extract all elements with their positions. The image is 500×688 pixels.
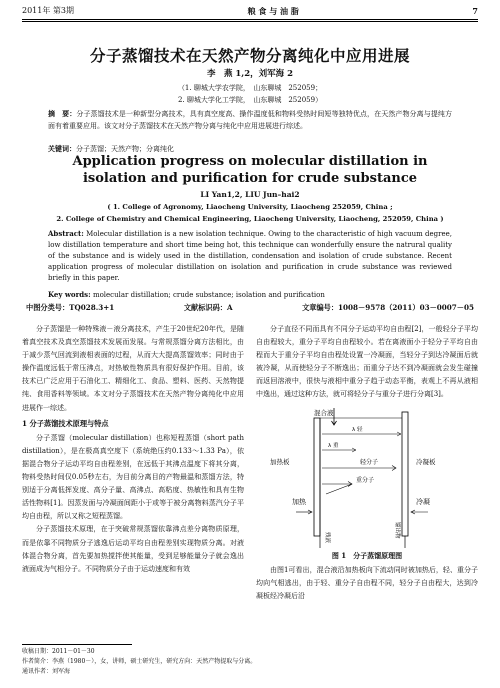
intro-paragraph: 分子蒸馏是一种特殊液－液分离技术，产生于20世纪20年代，是随着真空技术及真空蒸馏技术发展而发展。与常规蒸馏分离方法相比，由于减少蒸气回流到液相表面的过程，从而大大提高蒸馏效率；同时由于操作温度远低于常压沸点，对热敏性物质具有很好保护作用。目前，该技术已广泛应用于石油化工、精细化工、食品、塑料、医药、天然物提纯、食用香料等领域。本文对分子蒸馏技术在天然产物分离纯化中应用进展作一综述。 bbox=[22, 325, 244, 412]
issue-label: 2011年 第3期 bbox=[22, 5, 74, 15]
journal-name: 粮 食 与 油 脂 bbox=[247, 5, 299, 16]
classification-row bbox=[22, 303, 478, 313]
keywords-en-label: Key words: bbox=[48, 290, 91, 299]
right-column bbox=[256, 323, 478, 603]
keywords-en-text: molecular distillation; crude substance; isolation and purification bbox=[92, 291, 325, 299]
abstract-en-text: Molecular distillation is a new isolation technique. Owing to the characteristic of high vacuum degree, low distillation temperature and short time being hot, this technique can wonderfully ensure the natrural quality of the substance and is widely used in the distillation, condensation and isolation of crude substance. Recent application progress of molecular distillation on isolation and purification in crude substance was reviewed briefly in this paper. bbox=[48, 230, 453, 282]
heating-plate-label: 加热板 bbox=[270, 457, 290, 466]
affiliation-cn-2: 2. 聊城大学化工学院， 山东聊城 252059） bbox=[177, 96, 323, 104]
heavy-molecule-label: 重分子 bbox=[356, 476, 375, 484]
document-code: 文献标识码：A bbox=[183, 303, 233, 312]
abstract-cn bbox=[48, 108, 452, 132]
keywords-en bbox=[48, 290, 452, 300]
received-date: 收稿日期：2011－01－30 bbox=[22, 648, 95, 655]
principle-paragraph-1: 分子蒸馏（molecular distillation）也称短程蒸馏（short path distillation），是在极高真空度下（系统绝压约0.133～1.33 Pa），依据混合物分子运动平均自由程差别，在远低于其沸点温度下将其分离，物料受热时间仅0.05秒左右，为目前分离目的产物最温和蒸馏方法，特别适于分离低挥发度、高分子量、高沸点、高粘度、热敏性和具有生物活性物料[1]。因蒸发面与冷凝面间距小于或等于被分离物料蒸汽分子平均自由程，所以又称之短程蒸馏。 bbox=[22, 433, 244, 521]
affiliation-en-2: 2. College of Chemistry and Chemical Engineering, Liaocheng University, Liaocheng, 252059, China ) bbox=[56, 215, 444, 223]
light-molecule-label: 轻分子 bbox=[360, 458, 379, 466]
clc-number: 中图分类号：TQ028.3+1 bbox=[26, 303, 115, 312]
authors-cn: 李 燕 1,2，刘军海 2 bbox=[206, 69, 294, 79]
affiliation-en-1: ( 1. College of Agronomy, Liaocheng University, Liaocheng 252059, China ; bbox=[107, 203, 393, 211]
mixture-label: 混合液 bbox=[314, 408, 334, 417]
corresponding-author: 通讯作者：刘军海 bbox=[22, 668, 71, 675]
condenser-plate-label: 冷凝板 bbox=[416, 457, 436, 466]
affiliation-cn-1: （1. 聊城大学农学院， 山东聊城 252059； bbox=[177, 84, 323, 92]
keywords-cn-label: 关键词： bbox=[48, 144, 76, 153]
abstract-en bbox=[48, 228, 452, 284]
abstract-cn-label: 摘 要： bbox=[48, 109, 77, 118]
article-title-cn: 分子蒸馏技术在天然产物分离纯化中应用进展 bbox=[89, 46, 410, 65]
page-number: 7 bbox=[472, 5, 478, 16]
article-title-en: Application progress on molecular distillation in isolation and purification for crude substance bbox=[72, 154, 428, 186]
right-paragraph-2: 由图1可看出，混合液沿加热板向下流动同时被加热后，轻、重分子均向气相逃出，由于轻、重分子自由程不同，轻分子自由程大，达到冷凝板经冷凝后沿 bbox=[256, 565, 478, 600]
authors-en: LI Yan1,2, LIU Jun–hai2 bbox=[200, 190, 300, 199]
abstract-en-label: Abstract: bbox=[48, 229, 84, 238]
keywords-cn-text: 分子蒸馏；天然产物；分离纯化 bbox=[76, 145, 174, 153]
lambda-heavy-label: λ 重 bbox=[328, 442, 339, 449]
cooling-label: 冷凝 bbox=[416, 497, 430, 506]
principle-paragraph-2: 分子蒸馏技术原理，在于突破常规蒸馏依靠沸点差分离物质原理，而是依靠不同物质分子逃逸后运动平均自由程差别实现物质分离。对液体混合物分离，首先要加热搅拌使其能量，受到足够能量分子就会逸出液面成为气相分子。不同物质分子由于运动速度和有效 bbox=[22, 525, 244, 573]
heating-plate bbox=[314, 418, 320, 536]
left-column bbox=[22, 323, 244, 576]
heating-label: 加热 bbox=[292, 497, 306, 506]
figure-1-caption: 图 1 分子蒸馏原理图 bbox=[331, 550, 403, 560]
author-bio: 作者简介：李燕（1980－），女，讲师，硕士研究生，研究方向：天然产物提取与分离。 bbox=[22, 658, 257, 665]
header-rule bbox=[22, 19, 478, 22]
affiliations-cn bbox=[0, 82, 500, 106]
abstract-cn-text: 分子蒸馏技术是一种新型分离技术，具有真空度高、操作温度低和物料受热时间短等独特优点，在天然产物分离与提纯方面有着重要应用。该文对分子蒸馏技术在天然产物分离与纯化中应用进展进行综述。 bbox=[48, 110, 453, 130]
distillate-label: 馏出物 bbox=[394, 521, 400, 539]
article-number: 文章编号：1008－9578（2011）03－0007－05 bbox=[302, 303, 474, 312]
figure-1-diagram bbox=[256, 404, 478, 550]
lambda-light-label: λ 轻 bbox=[352, 426, 363, 433]
section-heading-1: 1 分子蒸馏技术原理与特点 bbox=[22, 418, 109, 428]
footnote-rule bbox=[22, 644, 132, 645]
condenser-plate bbox=[402, 412, 408, 536]
right-paragraph-1: 分子直径不同而具有不同分子运动平均自由程[2]，一般轻分子平均自由程较大，重分子平均自由程较小。若在离液面小于轻分子平均自由程而大于重分子平均自由程处设置一冷凝面，当轻分子到达冷凝面后就被冷凝，从而使轻分子不断逸出；而重分子达不到冷凝面就会发生碰撞而返回溶液中，很快与液相中重分子趋于动态平衡，表观上不再从液相中逸出，通过这种方法，就可将轻分子与重分子进行分离[3]。 bbox=[256, 325, 478, 399]
affiliations-en bbox=[20, 201, 480, 225]
running-header bbox=[22, 4, 478, 18]
residue-label: 残液 bbox=[324, 531, 330, 543]
